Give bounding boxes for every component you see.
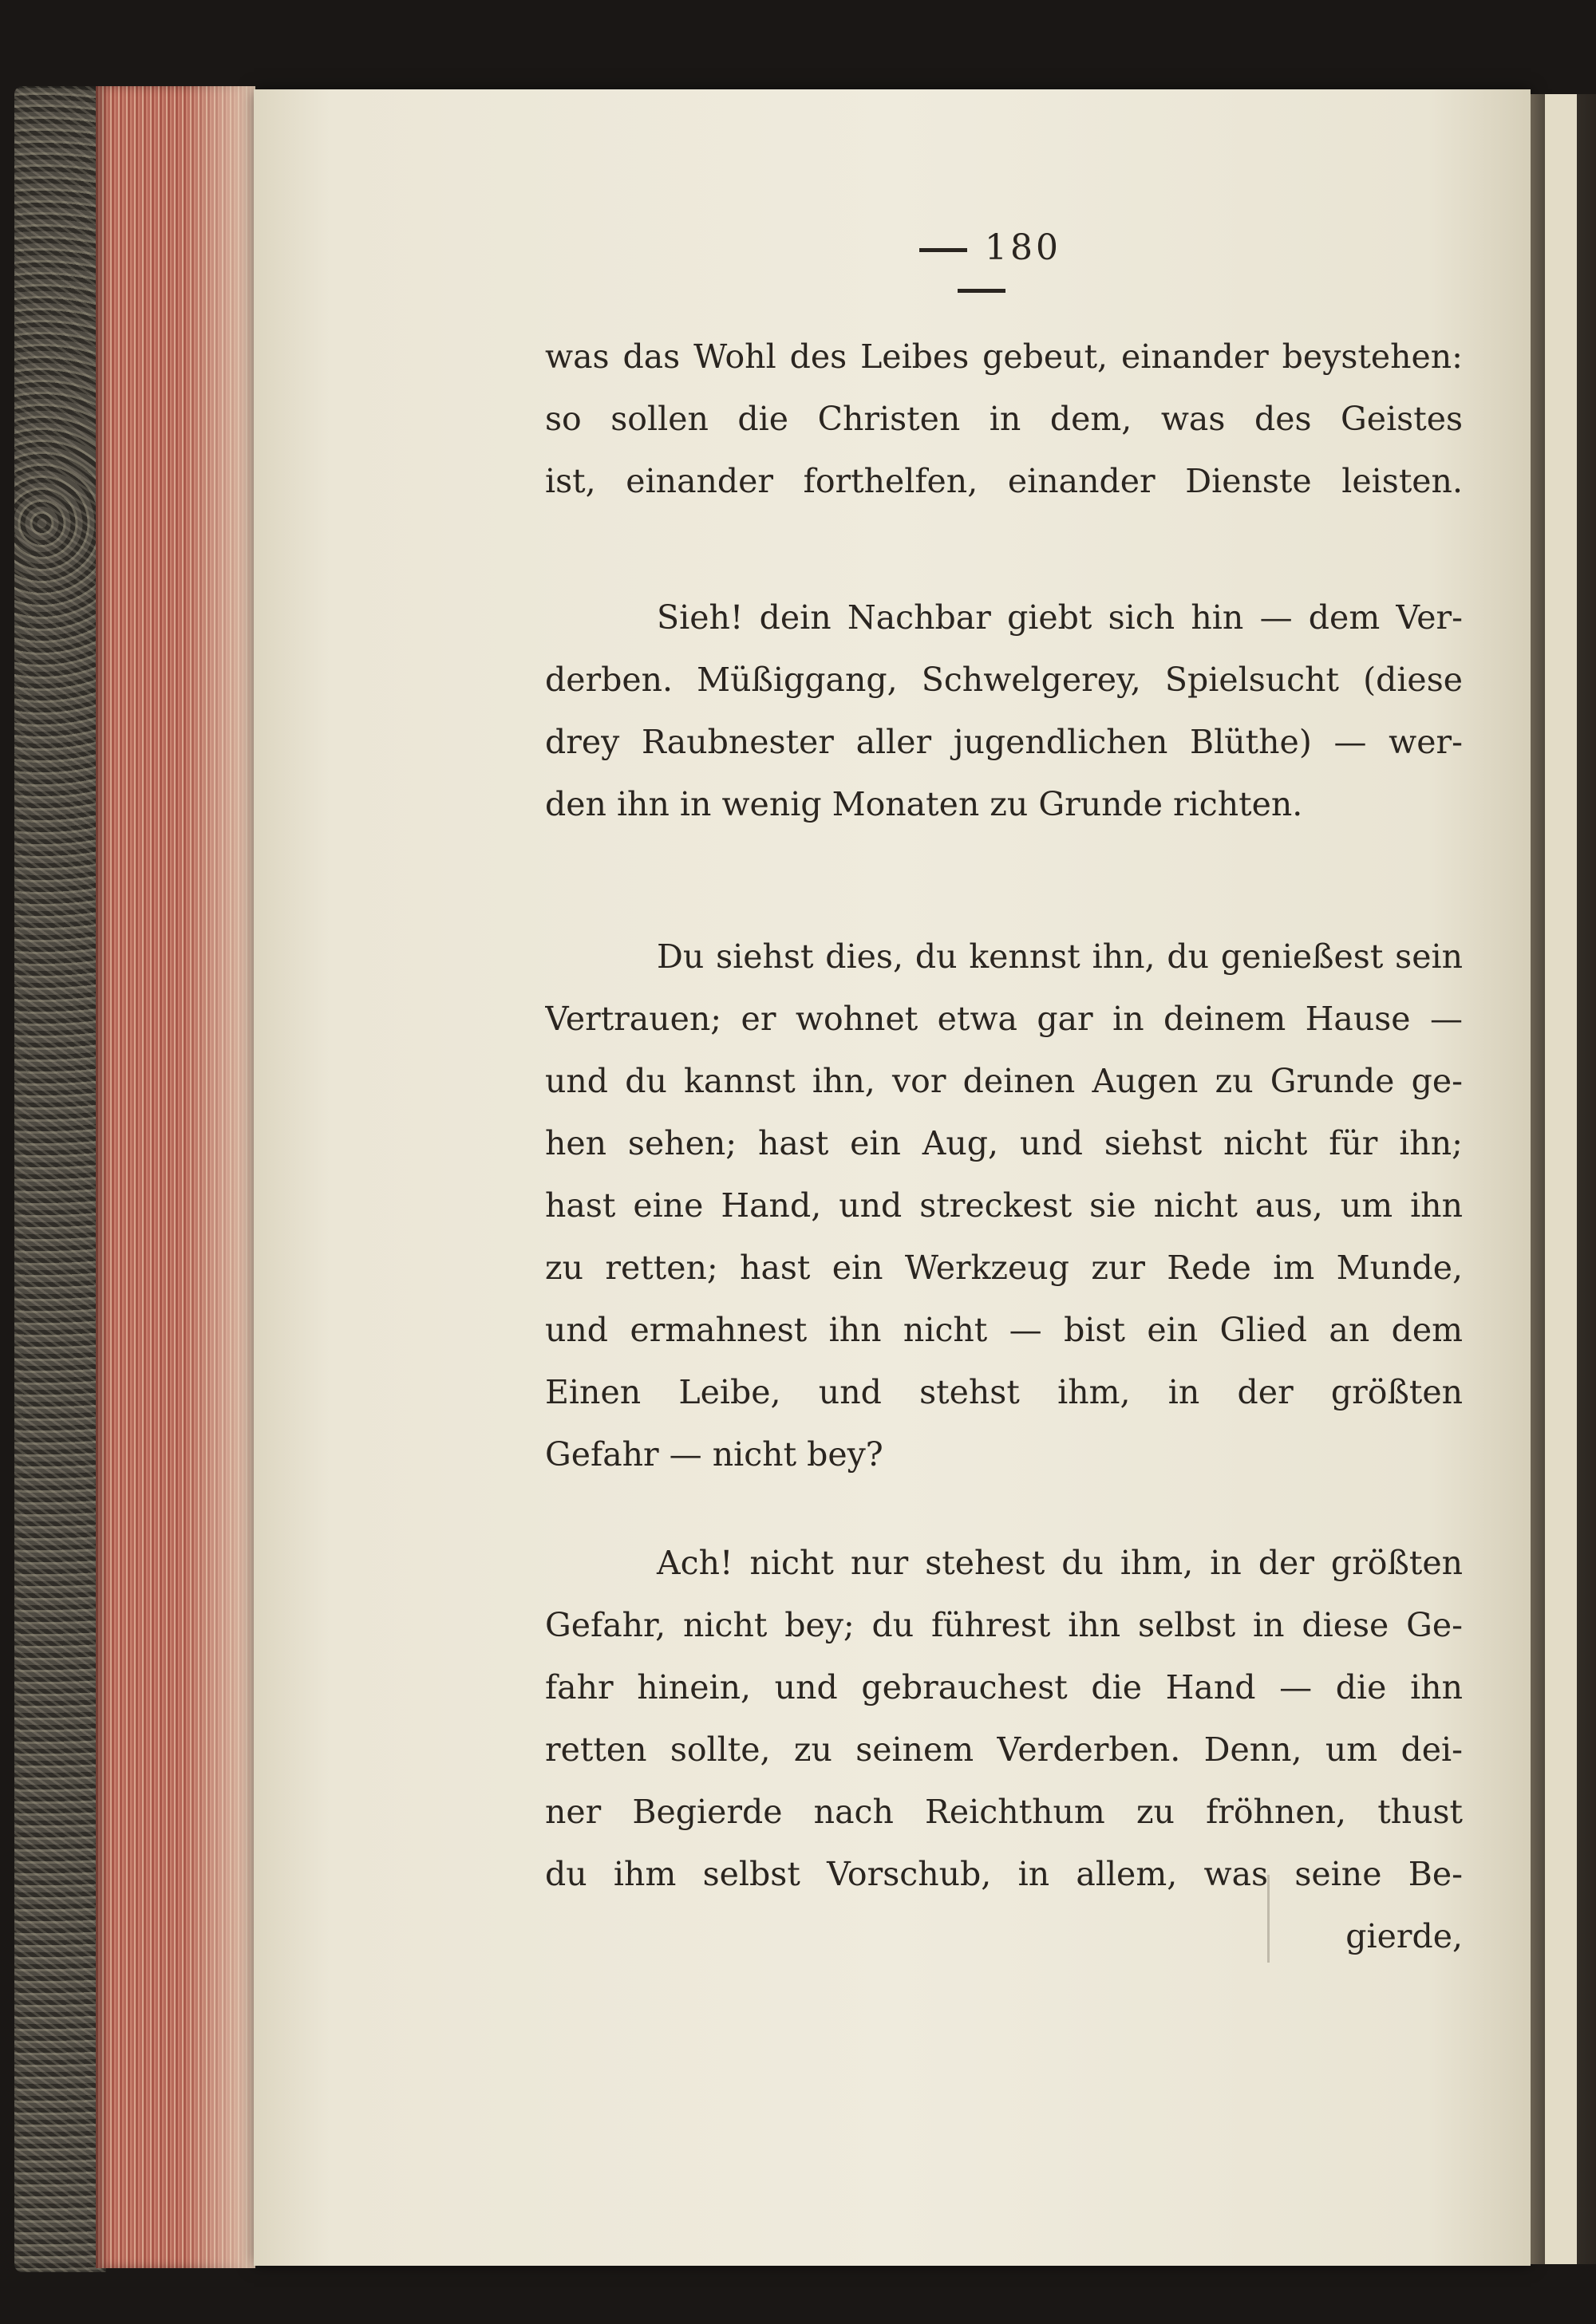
paragraph-4 xyxy=(545,1532,1463,1967)
right-cover-edge xyxy=(1531,94,1596,2264)
text-line: ner Begierde nach Reichthum zu fröhnen, thust xyxy=(545,1793,1463,1831)
text-line: hast eine Hand, und streckest sie nicht aus, um ihn xyxy=(545,1186,1463,1225)
text-line: ist, einander forthelfen, einander Dienste leisten. xyxy=(545,462,1463,500)
text-line: zu retten; hast ein Werkzeug zur Rede im Munde, xyxy=(545,1249,1463,1287)
header-dash-left xyxy=(919,248,967,252)
text-line: und du kannst ihn, vor deinen Augen zu Grunde ge- xyxy=(545,1062,1463,1100)
text-line: und ermahnest ihn nicht — bist ein Glied an dem xyxy=(545,1311,1463,1349)
catchword: gierde, xyxy=(1345,1917,1463,1955)
text-line: du ihm selbst Vorschub, in allem, was seine Be- xyxy=(545,1855,1463,1893)
marbled-cover xyxy=(14,86,106,2272)
text-line: derben. Müßiggang, Schwelgerey, Spielsucht (diese xyxy=(545,661,1463,699)
page-number: 180 xyxy=(985,227,1061,268)
page-header xyxy=(862,227,1101,309)
paragraph-1 xyxy=(545,326,1463,512)
text-line: hen sehen; hast ein Aug, und siehst nicht für ihn; xyxy=(545,1124,1463,1162)
text-line: Ach! nicht nur stehest du ihm, in der größten xyxy=(657,1544,1463,1582)
text-line: drey Raubnester aller jugendlichen Blüthe) — wer- xyxy=(545,723,1463,761)
text-line: so sollen die Christen in dem, was des Geistes xyxy=(545,400,1463,438)
text-line: Sieh! dein Nachbar giebt sich hin — dem Ver- xyxy=(657,598,1463,637)
text-line: Einen Leibe, und stehst ihm, in der größten xyxy=(545,1373,1463,1411)
text-line: Gefahr — nicht bey? xyxy=(545,1435,883,1474)
text-line: was das Wohl des Leibes gebeut, einander beystehen: xyxy=(545,337,1463,376)
text-line: Gefahr, nicht bey; du führest ihn selbst in diese Ge- xyxy=(545,1606,1463,1644)
text-line: Du siehst dies, du kennst ihn, du genießest sein xyxy=(657,937,1463,976)
page-edges xyxy=(96,86,255,2268)
paragraph-2 xyxy=(545,586,1463,835)
text-line: Vertrauen; er wohnet etwa gar in deinem Hause — xyxy=(545,1000,1463,1038)
header-dash-right xyxy=(958,289,1005,293)
text-line: fahr hinein, und gebrauchest die Hand — die ihn xyxy=(545,1668,1463,1707)
text-line: retten sollte, zu seinem Verderben. Denn, um dei- xyxy=(545,1730,1463,1769)
paragraph-3 xyxy=(545,925,1463,1486)
text-line: den ihn in wenig Monaten zu Grunde richten. xyxy=(545,785,1303,823)
